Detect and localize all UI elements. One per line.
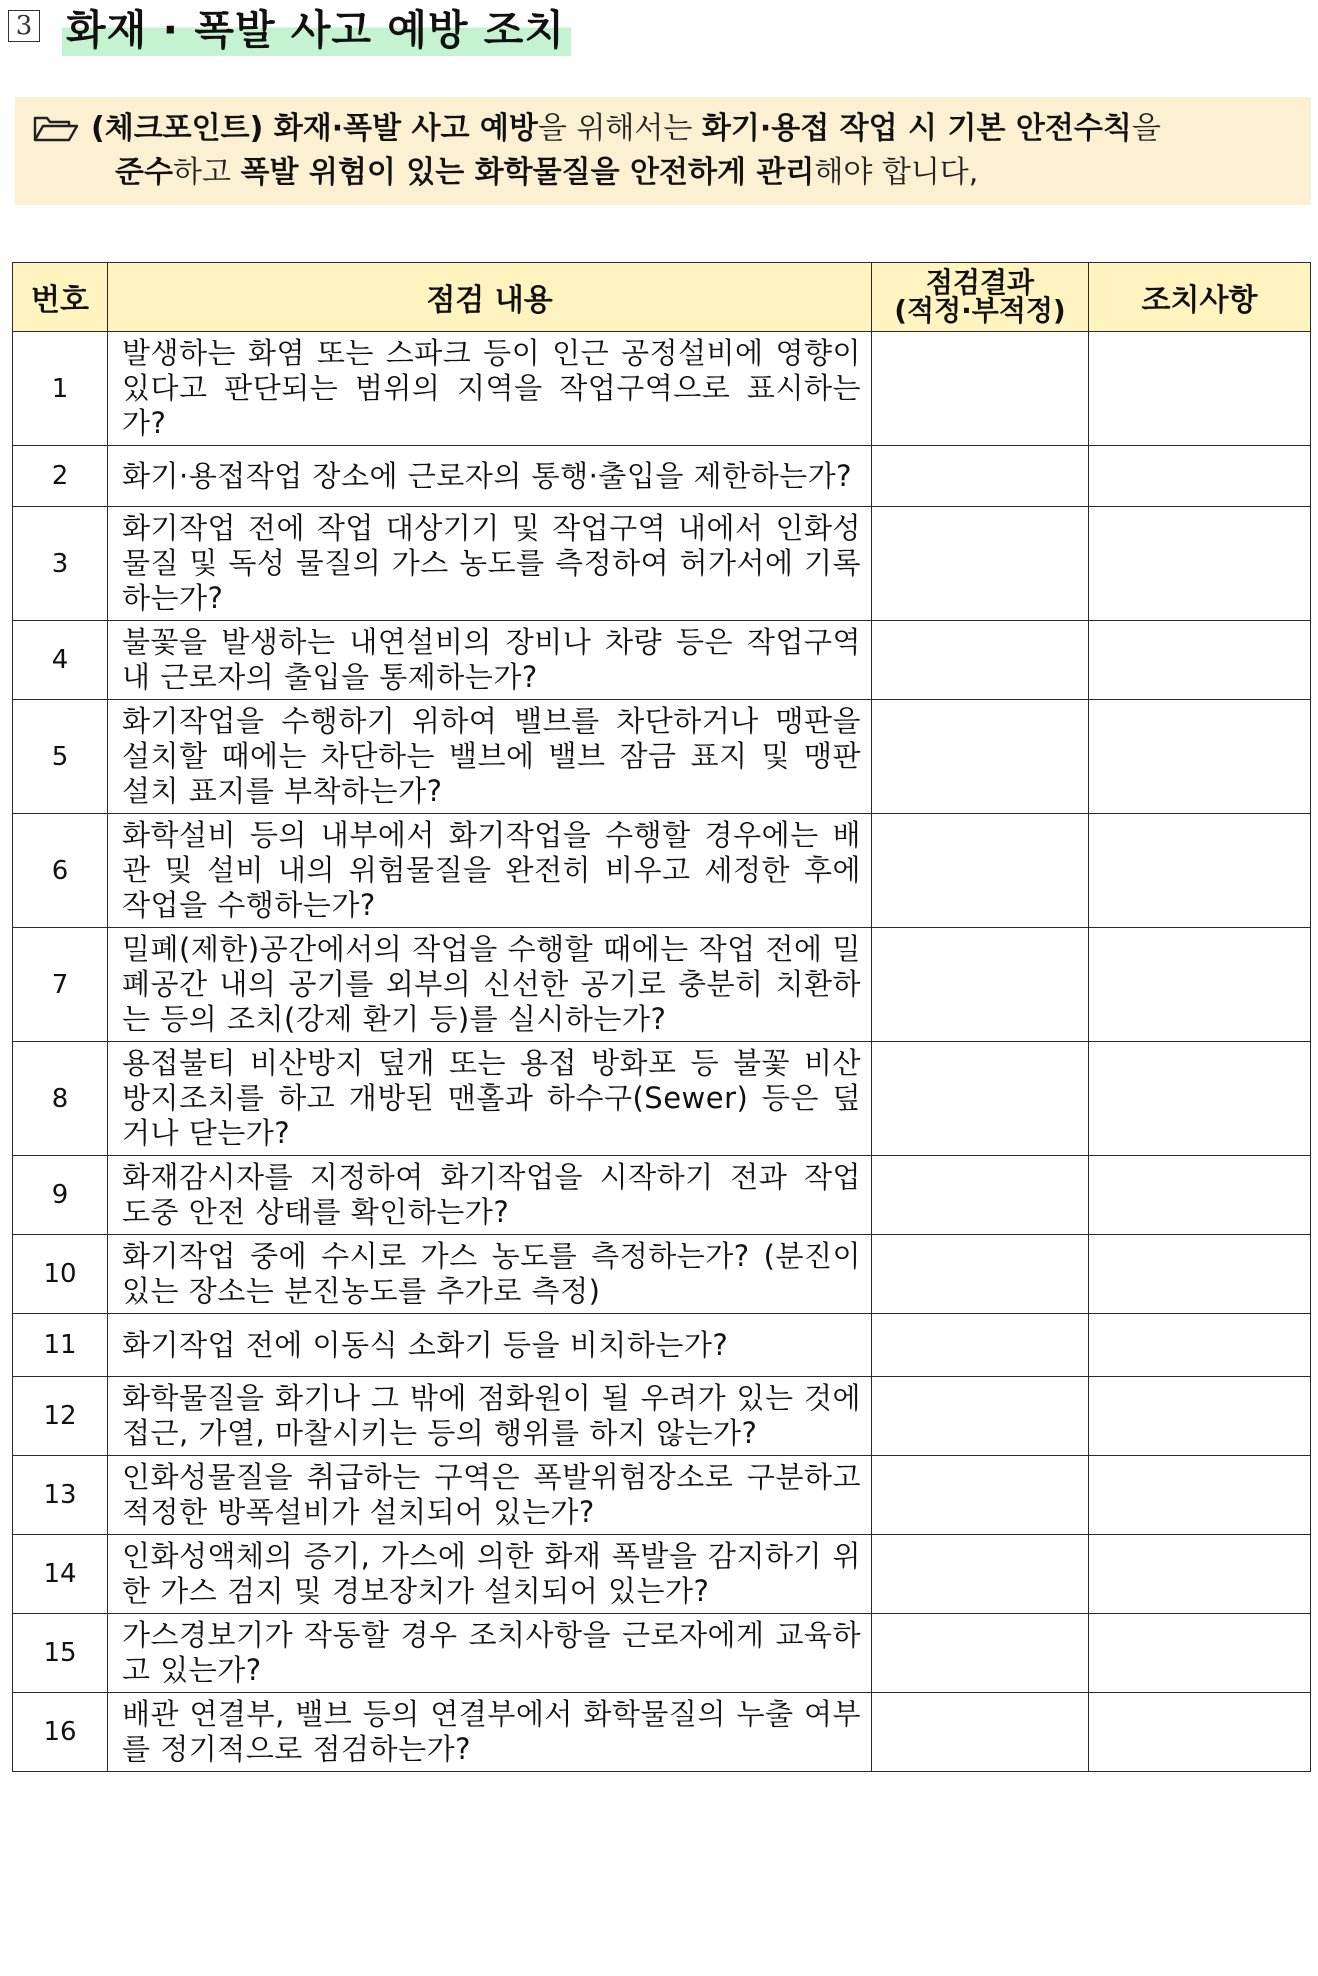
row-number: 4	[13, 621, 108, 700]
result-cell[interactable]	[872, 1535, 1089, 1614]
checkpoint-line-2	[33, 151, 1297, 195]
row-content: 화학설비 등의 내부에서 화기작업을 수행할 경우에는 배관 및 설비 내의 위험물질을 완전히 비우고 세정한 후에 작업을 수행하는가?	[108, 814, 872, 928]
checkpoint-segment: 을 위해서는	[537, 111, 702, 146]
row-number: 8	[13, 1042, 108, 1156]
table-row	[13, 332, 1311, 446]
row-number: 11	[13, 1314, 108, 1377]
result-cell[interactable]	[872, 1042, 1089, 1156]
row-number: 10	[13, 1235, 108, 1314]
header-number: 번호	[13, 263, 108, 332]
row-number: 15	[13, 1614, 108, 1693]
row-number: 3	[13, 507, 108, 621]
checkpoint-segment: (체크포인트) 화재·폭발 사고 예방	[91, 111, 538, 146]
header-result	[872, 263, 1089, 332]
row-content: 밀폐(제한)공간에서의 작업을 수행할 때에는 작업 전에 밀폐공간 내의 공기를 외부의 신선한 공기로 충분히 치환하는 등의 조치(강제 환기 등)를 실시하는가?	[108, 928, 872, 1042]
row-content: 발생하는 화염 또는 스파크 등이 인근 공정설비에 영향이 있다고 판단되는 범위의 지역을 작업구역으로 표시하는가?	[108, 332, 872, 446]
result-cell[interactable]	[872, 1377, 1089, 1456]
result-cell[interactable]	[872, 1314, 1089, 1377]
table-row	[13, 1042, 1311, 1156]
table-row	[13, 1456, 1311, 1535]
row-number: 16	[13, 1693, 108, 1772]
row-content: 화기작업 전에 이동식 소화기 등을 비치하는가?	[108, 1314, 872, 1377]
row-number: 1	[13, 332, 108, 446]
action-cell[interactable]	[1089, 928, 1311, 1042]
checkpoint-segment: 준수	[115, 155, 173, 190]
action-cell[interactable]	[1089, 1535, 1311, 1614]
result-cell[interactable]	[872, 1456, 1089, 1535]
result-cell[interactable]	[872, 928, 1089, 1042]
action-cell[interactable]	[1089, 1314, 1311, 1377]
checkpoint-segment: 화기·용접 작업 시 기본 안전수칙	[701, 111, 1132, 146]
result-cell[interactable]	[872, 332, 1089, 446]
table-row	[13, 1235, 1311, 1314]
action-cell[interactable]	[1089, 700, 1311, 814]
result-cell[interactable]	[872, 446, 1089, 507]
row-number: 2	[13, 446, 108, 507]
row-content: 용접불티 비산방지 덮개 또는 용접 방화포 등 불꽃 비산 방지조치를 하고 개방된 맨홀과 하수구(Sewer) 등은 덮거나 닫는가?	[108, 1042, 872, 1156]
row-number: 12	[13, 1377, 108, 1456]
action-cell[interactable]	[1089, 1614, 1311, 1693]
row-number: 6	[13, 814, 108, 928]
result-cell[interactable]	[872, 1693, 1089, 1772]
section-number: 3	[8, 10, 40, 42]
result-cell[interactable]	[872, 621, 1089, 700]
action-cell[interactable]	[1089, 446, 1311, 507]
checkpoint-line-1	[33, 107, 1297, 151]
row-content: 화기·용접작업 장소에 근로자의 통행·출입을 제한하는가?	[108, 446, 872, 507]
table-row	[13, 1535, 1311, 1614]
table-row	[13, 700, 1311, 814]
table-row	[13, 1377, 1311, 1456]
row-content: 인화성액체의 증기, 가스에 의한 화재 폭발을 감지하기 위한 가스 검지 및 경보장치가 설치되어 있는가?	[108, 1535, 872, 1614]
row-content: 화학물질을 화기나 그 밖에 점화원이 될 우려가 있는 것에 접근, 가열, 마찰시키는 등의 행위를 하지 않는가?	[108, 1377, 872, 1456]
row-number: 9	[13, 1156, 108, 1235]
table-row	[13, 507, 1311, 621]
checkpoint-text-line-1	[91, 107, 1161, 151]
row-content: 배관 연결부, 밸브 등의 연결부에서 화학물질의 누출 여부를 정기적으로 점검하는가?	[108, 1693, 872, 1772]
checkpoint-segment: 해야 합니다,	[814, 155, 979, 190]
row-content: 불꽃을 발생하는 내연설비의 장비나 차량 등은 작업구역 내 근로자의 출입을 통제하는가?	[108, 621, 872, 700]
row-content: 인화성물질을 취급하는 구역은 폭발위험장소로 구분하고 적정한 방폭설비가 설치되어 있는가?	[108, 1456, 872, 1535]
row-number: 13	[13, 1456, 108, 1535]
table-row	[13, 1314, 1311, 1377]
row-number: 7	[13, 928, 108, 1042]
table-row	[13, 446, 1311, 507]
section-title	[8, 4, 571, 54]
action-cell[interactable]	[1089, 1235, 1311, 1314]
checkpoint-segment: 하고	[172, 155, 241, 190]
checkpoint-segment: 을	[1131, 111, 1161, 146]
checklist-table	[12, 262, 1311, 1772]
row-content: 화기작업을 수행하기 위하여 밸브를 차단하거나 맹판을 설치할 때에는 차단하는 밸브에 밸브 잠금 표지 및 맹판 설치 표지를 부착하는가?	[108, 700, 872, 814]
row-content: 화기작업 전에 작업 대상기기 및 작업구역 내에서 인화성 물질 및 독성 물질의 가스 농도를 측정하여 허가서에 기록하는가?	[108, 507, 872, 621]
table-row	[13, 814, 1311, 928]
row-number: 14	[13, 1535, 108, 1614]
checkpoint-box	[15, 97, 1311, 205]
row-content: 가스경보기가 작동할 경우 조치사항을 근로자에게 교육하고 있는가?	[108, 1614, 872, 1693]
action-cell[interactable]	[1089, 1042, 1311, 1156]
checkpoint-segment: 폭발 위험이 있는 화학물질을 안전하게 관리	[240, 155, 815, 190]
table-row	[13, 1156, 1311, 1235]
table-row	[13, 1693, 1311, 1772]
header-content: 점검 내용	[108, 263, 872, 332]
action-cell[interactable]	[1089, 507, 1311, 621]
result-cell[interactable]	[872, 700, 1089, 814]
result-cell[interactable]	[872, 1235, 1089, 1314]
result-cell[interactable]	[872, 1614, 1089, 1693]
table-row	[13, 928, 1311, 1042]
action-cell[interactable]	[1089, 814, 1311, 928]
action-cell[interactable]	[1089, 1693, 1311, 1772]
table-row	[13, 621, 1311, 700]
header-result-line2: (적정·부적정)	[894, 294, 1066, 327]
result-cell[interactable]	[872, 507, 1089, 621]
table-row	[13, 1614, 1311, 1693]
result-cell[interactable]	[872, 1156, 1089, 1235]
header-action: 조치사항	[1089, 263, 1311, 332]
action-cell[interactable]	[1089, 1456, 1311, 1535]
row-number: 5	[13, 700, 108, 814]
action-cell[interactable]	[1089, 332, 1311, 446]
checkpoint-text-line-2	[115, 151, 978, 195]
row-content: 화재감시자를 지정하여 화기작업을 시작하기 전과 작업 도중 안전 상태를 확인하는가?	[108, 1156, 872, 1235]
header-result-line1: 점검결과	[925, 266, 1035, 299]
action-cell[interactable]	[1089, 1156, 1311, 1235]
action-cell[interactable]	[1089, 1377, 1311, 1456]
table-header-row	[13, 263, 1311, 332]
folder-open-icon	[33, 114, 79, 144]
action-cell[interactable]	[1089, 621, 1311, 700]
page-title: 화재 · 폭발 사고 예방 조치	[62, 0, 571, 56]
result-cell[interactable]	[872, 814, 1089, 928]
row-content: 화기작업 중에 수시로 가스 농도를 측정하는가? (분진이 있는 장소는 분진농도를 추가로 측정)	[108, 1235, 872, 1314]
